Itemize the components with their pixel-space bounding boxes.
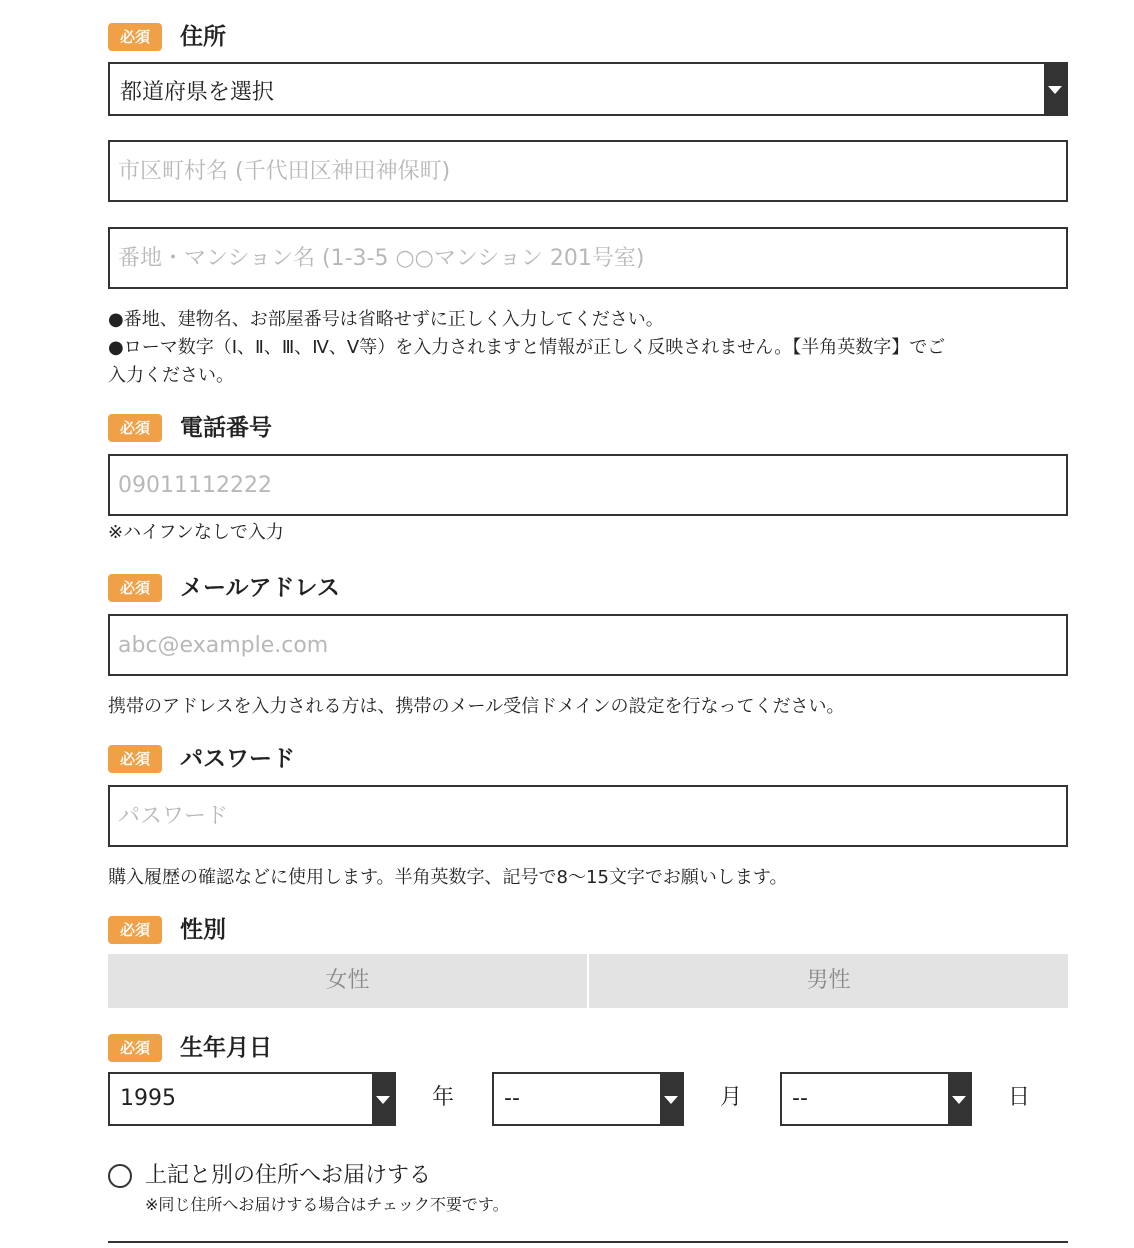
gender-label: 性別 [180,917,226,943]
required-badge: 必須 [108,23,162,51]
email-note: 携帯のアドレスを入力される方は、携帯のメール受信ドメインの設定を行なってください。 [108,696,845,717]
gender-option-male[interactable]: 男性 [589,954,1068,1008]
required-badge: 必須 [108,916,162,944]
gender-option-female[interactable]: 女性 [108,954,587,1008]
required-badge: 必須 [108,745,162,773]
birth-year-select[interactable] [108,1072,396,1126]
month-unit: 月 [720,1085,743,1110]
chevron-down-icon [948,1074,970,1124]
chevron-down-icon [372,1074,394,1124]
address-note-2: ●ローマ数字（Ⅰ、Ⅱ、Ⅲ、Ⅳ、Ⅴ等）を入力されますと情報が正しく反映されません。【半角英数字】でご [108,337,946,358]
password-note: 購入履歴の確認などに使用します。半角英数字、記号で8〜15文字でお願いします。 [108,867,788,888]
prefecture-select-value: 都道府県を選択 [120,80,275,105]
required-badge: 必須 [108,1034,162,1062]
email-label: メールアドレス [180,575,340,601]
alt-address-label[interactable]: 上記と別の住所へお届けする [145,1163,432,1188]
birth-year-value: 1995 [120,1086,176,1111]
password-input[interactable] [108,785,1068,847]
password-label: パスワード [180,746,295,772]
address-label: 住所 [180,24,226,50]
divider [108,1241,1068,1243]
alt-address-note: ※同じ住所へお届けする場合はチェック不要です。 [145,1195,509,1214]
birth-day-select[interactable] [780,1072,972,1126]
birth-month-value: -- [504,1086,520,1111]
email-input[interactable] [108,614,1068,676]
birthday-label: 生年月日 [180,1035,272,1061]
prefecture-select[interactable] [108,62,1068,116]
chevron-down-icon [1044,64,1066,114]
city-input[interactable] [108,140,1068,202]
phone-input[interactable] [108,454,1068,516]
year-unit: 年 [432,1085,455,1110]
day-unit: 日 [1008,1085,1031,1110]
address-note-3: 入力ください。 [108,365,234,386]
required-badge: 必須 [108,574,162,602]
address-note-1: ●番地、建物名、お部屋番号は省略せずに正しく入力してください。 [108,309,664,330]
alt-address-radio[interactable] [108,1164,132,1188]
street-input[interactable] [108,227,1068,289]
birth-month-select[interactable] [492,1072,684,1126]
chevron-down-icon [660,1074,682,1124]
phone-label: 電話番号 [180,415,272,441]
birth-day-value: -- [792,1086,808,1111]
phone-note: ※ハイフンなしで入力 [108,522,284,543]
required-badge: 必須 [108,414,162,442]
